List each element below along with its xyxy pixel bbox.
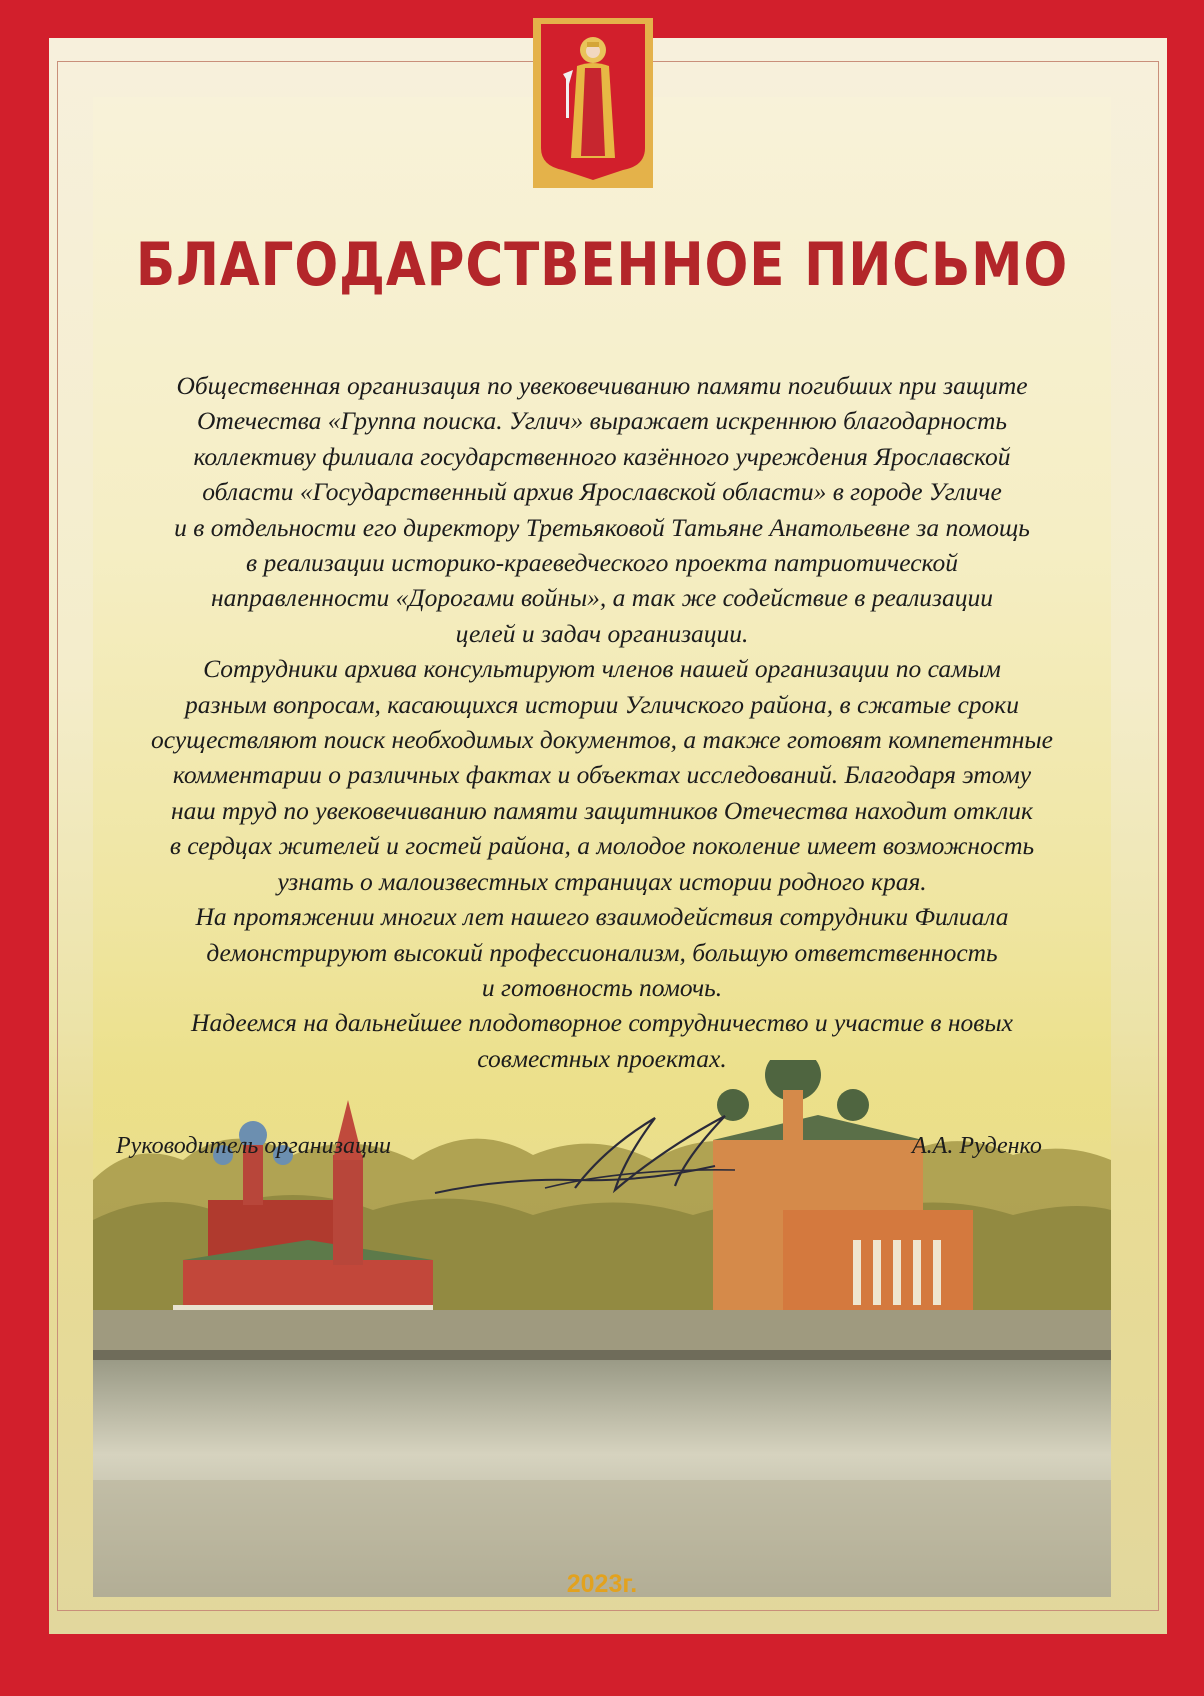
body-line: На протяжении многих лет нашего взаимодействия сотрудники Филиала xyxy=(195,902,1009,932)
body-line: и готовность помочь. xyxy=(481,972,723,1002)
document-year: 2023г. xyxy=(566,1570,638,1598)
body-line: целей и задач организации. xyxy=(455,618,749,648)
body-line: наш труд по увековечиванию памяти защитников Отечества находит отклик xyxy=(171,795,1033,825)
body-line: комментарии о различных фактах и объектах исследований. Благодаря этому xyxy=(172,760,1032,790)
body-line: узнать о малоизвестных страницах истории родного края. xyxy=(277,866,927,896)
signatory-name: А.А. Руденко xyxy=(912,1133,1042,1159)
body-line: Надеемся на дальнейшее плодотворное сотрудничество и участие в новых xyxy=(191,1008,1013,1038)
handwritten-signature xyxy=(425,1108,765,1208)
body-line: Отечества «Группа поиска. Углич» выражает искреннюю благодарность xyxy=(197,406,1007,436)
body-line: коллективу филиала государственного казённого учреждения Ярославской xyxy=(193,441,1011,471)
body-line: Сотрудники архива консультируют членов нашей организации по самым xyxy=(203,654,1001,684)
body-line: и в отдельности его директору Третьяковой Татьяне Анатольевне за помощь xyxy=(174,512,1030,542)
body-line: в сердцах жителей и гостей района, а молодое поколение имеет возможность xyxy=(169,831,1035,861)
body-line: направленности «Дорогами войны», а так же содействие в реализации xyxy=(210,583,994,613)
body-line: в реализации историко-краеведческого проекта патриотической xyxy=(246,548,958,578)
signatory-position: Руководитель организации xyxy=(116,1133,391,1159)
body-line: области «Государственный архив Ярославской области» в городе Угличе xyxy=(202,477,1002,507)
uglich-coat-of-arms-icon xyxy=(533,18,653,188)
body-line: демонстрируют высокий профессионализм, большую ответственность xyxy=(206,937,998,967)
body-line: разным вопросам, касающихся истории Угличского района, в сжатые сроки xyxy=(185,689,1019,719)
body-line: совместных проектах. xyxy=(477,1043,727,1073)
document-title: БЛАГОДАРСТВЕННОЕ ПИСЬМО xyxy=(135,230,1069,300)
body-line: осуществляют поиск необходимых документов, а также готовят компетентные xyxy=(151,725,1053,755)
body-line: Общественная организация по увековечиванию памяти погибших при защите xyxy=(176,371,1028,400)
letter-body xyxy=(60,368,1144,1076)
